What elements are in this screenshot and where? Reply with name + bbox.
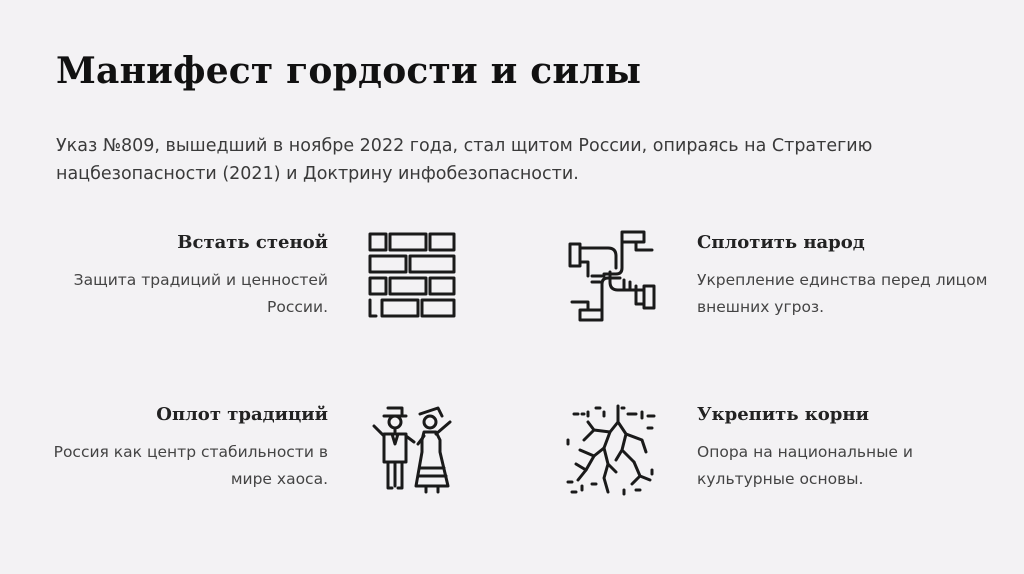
feature-heading: Укрепить корни xyxy=(697,404,869,425)
traditional-couple-icon xyxy=(364,400,460,496)
feature-strengthen-roots xyxy=(697,404,997,493)
intro-text: Указ №809, вышедший в ноябре 2022 года, стал щитом России, опираясь на Стратегию нацбезопасности (2021) и Доктрину инфобезопасности. xyxy=(56,136,873,184)
feature-unite-people xyxy=(697,232,997,321)
feature-description: Защита традиций и ценностей России. xyxy=(73,271,328,316)
feature-stand-as-wall xyxy=(28,232,328,321)
brick-wall-icon xyxy=(364,228,460,324)
feature-stronghold-traditions xyxy=(28,404,328,493)
roots-icon xyxy=(564,400,660,496)
feature-heading: Сплотить народ xyxy=(697,232,865,253)
feature-description: Опора на национальные и культурные основы. xyxy=(697,443,913,488)
joined-hands-icon xyxy=(564,228,660,324)
feature-heading: Оплот традиций xyxy=(156,404,328,425)
feature-description: Укрепление единства перед лицом внешних угроз. xyxy=(697,271,988,316)
feature-description: Россия как центр стабильности в мире хаоса. xyxy=(53,443,328,488)
page-title: Манифест гордости и силы xyxy=(56,50,642,92)
feature-heading: Встать стеной xyxy=(177,232,328,253)
